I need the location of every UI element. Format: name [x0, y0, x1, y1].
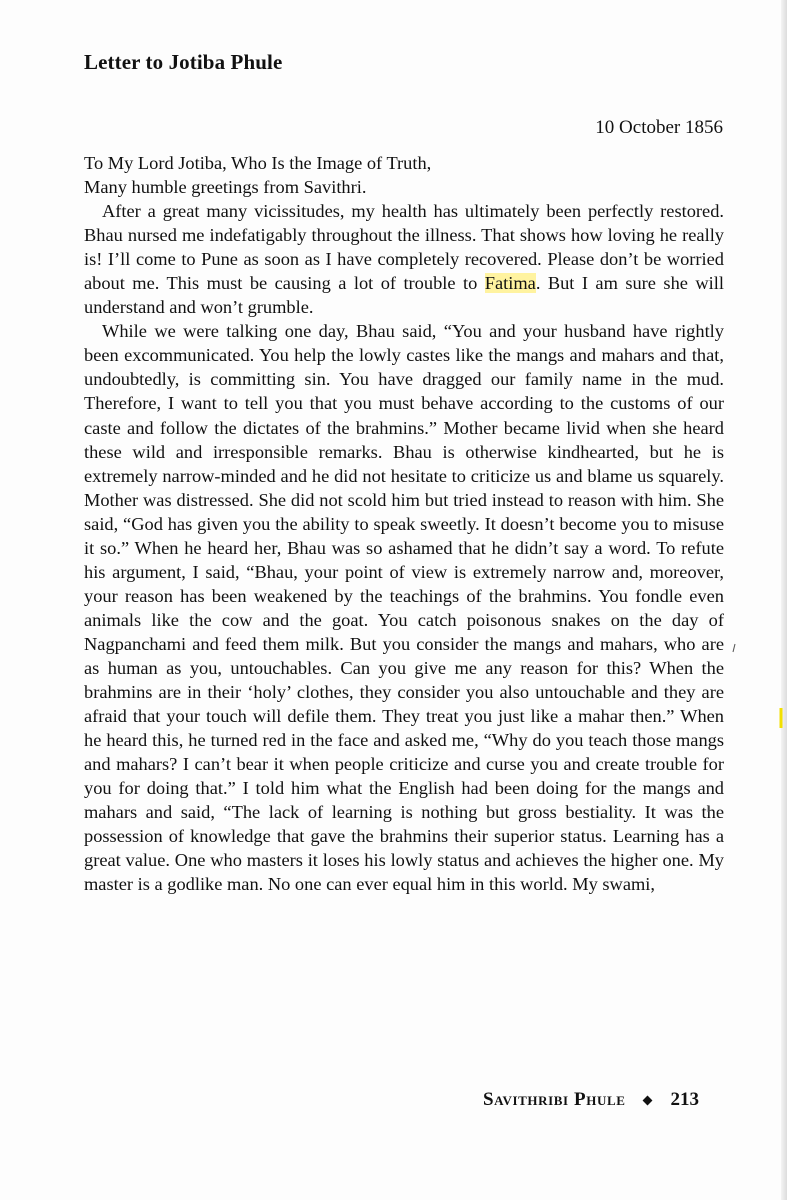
page-number: 213: [670, 1089, 699, 1110]
paragraph-bhau-conversation: While we were talking one day, Bhau said, “You and your husband have rightly been excommunicated. You help the lowly castes like the mangs and mahars and that, undoubtedly, is committing sin. You have dragged our family name in the mud. Therefore, I want to tell you that you must behave according to the customs of our caste and follow the dictates of the brahmins.” Mother became livid when she heard these wild and irresponsible remarks. Bhau is otherwise kindhearted, but he is extremely narrow-minded and he did not hesitate to criticize us and blame us squarely. Mother was distressed. She did not scold him but tried instead to reason with him. She said, “God has given you the ability to speak sweetly. It doesn’t become you to misuse it so.” When he heard her, Bhau was so ashamed that he didn’t say a word. To refute his argument, I said, “Bhau, your point of view is extremely narrow and, moreover, your reason has been weakened by the teachings of the brahmins. You fondle even animals like the cow and the goat. You catch poisonous snakes on the day of Nagpanchami and feed them milk. But you consider the mangs and mahars, who are as human as you, untouchables. Can you give me any reason for this? When the brahmins are in their ‘holy’ clothes, they consider you also untouchable and they are afraid that your touch will defile them. They treat you just like a mahar then.” When he heard this, he turned red in the face and asked me, “Why do you teach those mangs and mahars? I can’t bear it when people criticize and curse you and create trouble for you for doing that.” I told him what the English had been doing for the mangs and mahars and said, “The lack of learning is nothing but gross bestiality. It was the possession of knowledge that gave the brahmins their superior status. Learning has a great value. One who masters it loses his lowly status and achieves the higher one. My master is a godlike man. No one can ever equal him in this world. My swami,: [84, 321, 724, 895]
salutation-line-1: To My Lord Jotiba, Who Is the Image of Truth,: [84, 153, 432, 173]
salutation-line-2: Many humble greetings from Savithri.: [84, 177, 367, 198]
margin-tick-mark: [733, 644, 735, 652]
paragraph-health-text-b: . But I am sure she will understand and won’t grumble.: [84, 273, 724, 318]
chapter-title: Letter to Jotiba Phule: [84, 50, 283, 74]
letter-date: 10 October 1856: [595, 117, 723, 138]
highlighted-word-fatima[interactable]: Fatima: [484, 273, 536, 294]
paragraph-health-text-a: After a great many vicissitudes, my health has ultimately been perfectly restored. Bhau nursed me indefatigably throughout the illness. That shows how loving he really is! I’ll come to Pune as soon as I have completely recovered. Please don’t be worried about me. This must be causing a lot of trouble to: [84, 201, 724, 294]
footer-author: Savithribi Phule: [483, 1089, 626, 1110]
